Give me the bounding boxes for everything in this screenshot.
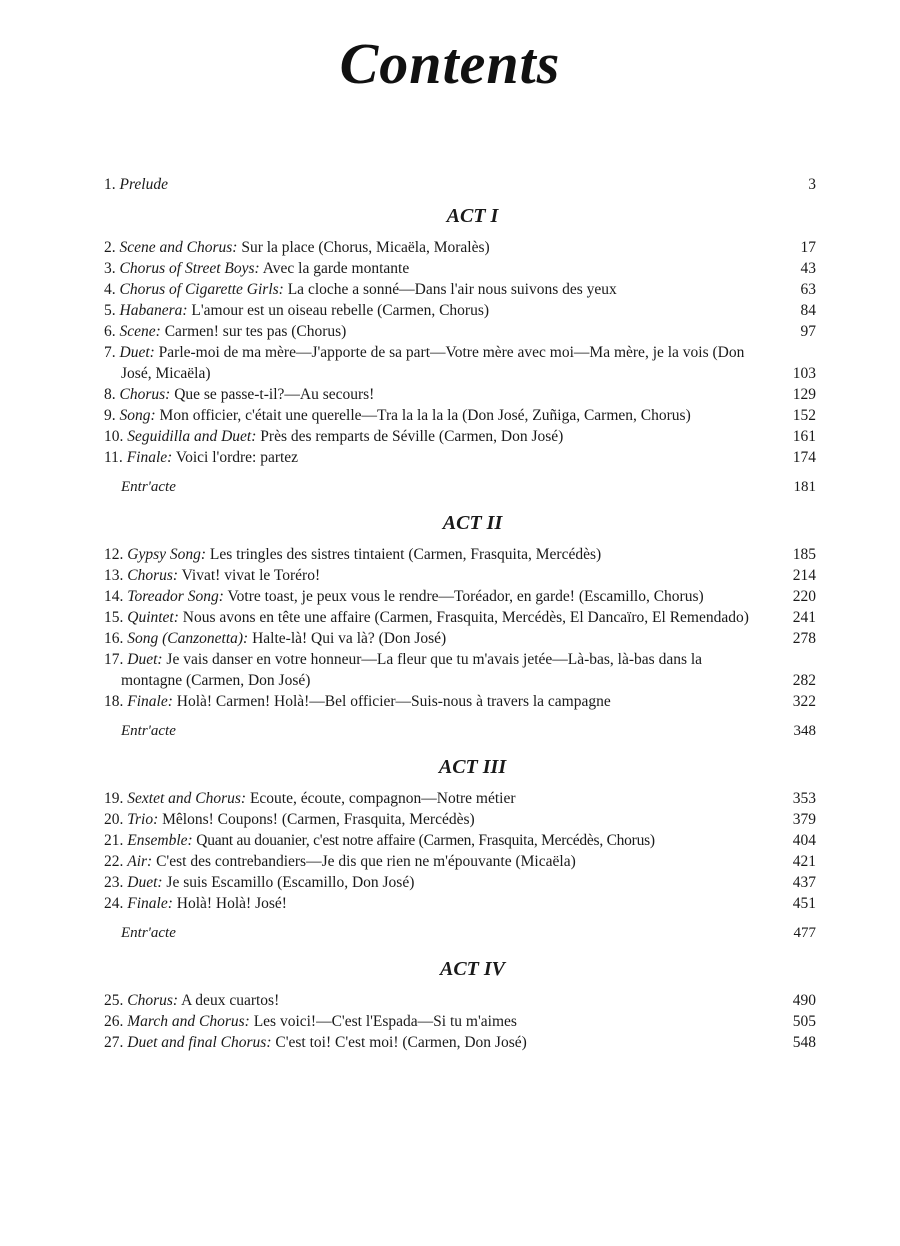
entry-label: Duet and final Chorus: <box>127 1034 272 1051</box>
entry-page-number: 185 <box>792 546 816 563</box>
entry-text: Les tringles des sistres tintaient (Carmen, Frasquita, Mercédès) <box>206 546 602 563</box>
entry-page-number: 214 <box>792 567 816 584</box>
entry-number: 12. <box>104 546 124 563</box>
toc-entry <box>104 649 816 691</box>
toc-entry <box>104 809 816 830</box>
act-heading: ACT I <box>446 205 499 227</box>
entry-text: C'est des contrebandiers—Je dis que rien ne m'épouvante (Micaëla) <box>152 853 576 870</box>
act-heading: ACT III <box>438 756 507 778</box>
entry-number: 1. <box>104 176 116 193</box>
entry-text: Votre toast, je peux vous le rendre—Toréador, en garde! (Escamillo, Chorus) <box>223 588 704 605</box>
toc-entry <box>104 691 816 712</box>
entry-label: Scene: <box>119 323 161 340</box>
toc-entry <box>104 1011 816 1032</box>
entry-label: Duet: <box>127 651 163 668</box>
entracte-entry <box>104 721 816 742</box>
table-of-contents <box>104 174 816 1053</box>
entry-number: 21. <box>104 832 124 849</box>
entry-number: 11. <box>104 449 123 466</box>
entry-page-number: 220 <box>792 588 816 605</box>
entry-text: Je vais danser en votre honneur—La fleur que tu m'avais jetée—Là-bas, là-bas dans la montagne (Carmen, Don José) <box>121 651 703 689</box>
toc-entry <box>104 565 816 586</box>
entracte-label: Entr'acte <box>121 479 176 495</box>
toc-entry <box>104 872 816 893</box>
entry-text: Halte-là! Qui va là? (Don José) <box>248 630 447 647</box>
entry-label: Quintet: <box>127 609 179 626</box>
entry-number: 20. <box>104 811 124 828</box>
entry-page-number: 379 <box>792 811 816 828</box>
entry-page-number: 282 <box>792 672 816 689</box>
entry-number: 16. <box>104 630 124 647</box>
entry-number: 10. <box>104 428 124 445</box>
entry-text: Parle-moi de ma mère—J'apporte de sa part—Votre mère avec moi—Ma mère, je la vois (Don José, Micaëla) <box>121 344 745 382</box>
toc-entry <box>104 607 816 628</box>
entry-label: Sextet and Chorus: <box>127 790 247 807</box>
entry-text: Avec la garde montante <box>259 260 410 277</box>
entry-text: C'est toi! C'est moi! (Carmen, Don José) <box>271 1034 527 1051</box>
entry-page-number: 129 <box>792 386 816 403</box>
entry-label: Chorus: <box>127 567 179 584</box>
entry-number: 8. <box>104 386 116 403</box>
entry-text: Ecoute, écoute, compagnon—Notre métier <box>246 790 516 807</box>
toc-entry <box>104 405 816 426</box>
entracte-entry <box>104 477 816 498</box>
act-entries <box>104 788 816 914</box>
entry-page-number: 181 <box>793 479 816 495</box>
entry-page-number: 348 <box>793 723 816 739</box>
entry-label: Chorus of Cigarette Girls: <box>119 281 284 298</box>
toc-entry <box>104 628 816 649</box>
act-entries <box>104 544 816 712</box>
entry-label: Chorus: <box>119 386 171 403</box>
entry-text: Vivat! vivat le Toréro! <box>178 567 321 584</box>
entry-number: 4. <box>104 281 116 298</box>
entry-label: Chorus: <box>127 992 179 1009</box>
entry-number: 5. <box>104 302 116 319</box>
entry-number: 24. <box>104 895 124 912</box>
page-title: Contents <box>339 31 561 96</box>
entry-number: 14. <box>104 588 124 605</box>
entry-page-number: 84 <box>800 302 816 319</box>
entry-page-number: 43 <box>800 260 816 277</box>
entry-number: 7. <box>104 344 116 361</box>
entry-label: Finale: <box>127 693 173 710</box>
entry-page-number: 161 <box>792 428 816 445</box>
entry-text: Mon officier, c'était une querelle—Tra la la la la (Don José, Zuñiga, Carmen, Chorus) <box>155 407 691 424</box>
entry-text: Holà! Carmen! Holà!—Bel officier—Suis-nous à travers la campagne <box>172 693 611 710</box>
entry-text: Quant au douanier, c'est notre affaire (Carmen, Frasquita, Mercédès, Chorus) <box>192 832 655 849</box>
entry-page-number: 353 <box>792 790 816 807</box>
toc-entry <box>104 426 816 447</box>
entry-page-number: 548 <box>792 1034 816 1051</box>
entry-text: Voici l'ordre: partez <box>172 449 299 466</box>
entry-label: Duet: <box>127 874 163 891</box>
entry-page-number: 278 <box>792 630 816 647</box>
entry-label: March and Chorus: <box>127 1013 250 1030</box>
entry-number: 18. <box>104 693 124 710</box>
toc-entry <box>104 447 816 468</box>
entry-text: Je suis Escamillo (Escamillo, Don José) <box>162 874 415 891</box>
entry-page-number: 17 <box>800 239 816 256</box>
entry-label: Prelude <box>119 176 168 193</box>
entry-page-number: 103 <box>792 365 816 382</box>
entry-label: Air: <box>127 853 153 870</box>
entry-page-number: 241 <box>792 609 816 626</box>
entry-page-number: 505 <box>792 1013 816 1030</box>
toc-entry <box>104 893 816 914</box>
toc-entry <box>104 586 816 607</box>
entry-text: La cloche a sonné—Dans l'air nous suivons des yeux <box>283 281 617 298</box>
toc-entry <box>104 830 816 851</box>
entry-label: Finale: <box>126 449 173 466</box>
entry-text: Carmen! sur tes pas (Chorus) <box>160 323 347 340</box>
entry-number: 15. <box>104 609 124 626</box>
entry-label: Gypsy Song: <box>127 546 207 563</box>
toc-entry <box>104 990 816 1011</box>
entry-number: 19. <box>104 790 124 807</box>
entry-text: Que se passe-t-il?—Au secours! <box>170 386 375 403</box>
entry-page-number: 97 <box>800 323 816 340</box>
entry-label: Toreador Song: <box>127 588 224 605</box>
entry-number: 9. <box>104 407 116 424</box>
entry-text: A deux cuartos! <box>178 992 280 1009</box>
toc-entry <box>104 342 816 384</box>
toc-entry <box>104 321 816 342</box>
entry-text: Près des remparts de Séville (Carmen, Don José) <box>256 428 564 445</box>
toc-entry <box>104 258 816 279</box>
entry-number: 6. <box>104 323 116 340</box>
entry-page-number: 421 <box>792 853 816 870</box>
entry-page-number: 437 <box>792 874 816 891</box>
entracte-entry <box>104 923 816 944</box>
entry-number: 25. <box>104 992 124 1009</box>
entry-page-number: 322 <box>792 693 816 710</box>
toc-entry <box>104 384 816 405</box>
entracte-label: Entr'acte <box>121 925 176 941</box>
entry-label: Scene and Chorus: <box>119 239 238 256</box>
entry-number: 22. <box>104 853 124 870</box>
toc-entry <box>104 544 816 565</box>
toc-entry <box>104 851 816 872</box>
toc-entry <box>104 788 816 809</box>
entry-page-number: 451 <box>792 895 816 912</box>
toc-entry <box>104 279 816 300</box>
entry-number: 3. <box>104 260 116 277</box>
entry-page-number: 3 <box>808 176 816 193</box>
entry-label: Ensemble: <box>127 832 193 849</box>
entry-number: 2. <box>104 239 116 256</box>
act-entries <box>104 237 816 468</box>
entry-number: 13. <box>104 567 124 584</box>
entry-number: 23. <box>104 874 124 891</box>
entry-page-number: 477 <box>793 925 816 941</box>
entry-number: 26. <box>104 1013 124 1030</box>
entracte-label: Entr'acte <box>121 723 176 739</box>
entry-label: Habanera: <box>119 302 188 319</box>
entry-label: Song: <box>119 407 156 424</box>
entry-number: 17. <box>104 651 124 668</box>
entry-label: Finale: <box>127 895 173 912</box>
entry-text: Nous avons en tête une affaire (Carmen, Frasquita, Mercédès, El Dancaïro, El Remendado) <box>178 609 749 626</box>
toc-entry <box>104 1032 816 1053</box>
entry-page-number: 174 <box>792 449 816 466</box>
entry-page-number: 152 <box>792 407 816 424</box>
entry-text: Holà! Holà! José! <box>172 895 287 912</box>
entry-page-number: 490 <box>792 992 816 1009</box>
entry-page-number: 63 <box>800 281 816 298</box>
entry-text: L'amour est un oiseau rebelle (Carmen, Chorus) <box>187 302 490 319</box>
entry-number: 27. <box>104 1034 124 1051</box>
entry-label: Duet: <box>119 344 155 361</box>
entry-label: Trio: <box>127 811 159 828</box>
entry-text: Sur la place (Chorus, Micaëla, Moralès) <box>237 239 490 256</box>
entry-label: Song (Canzonetta): <box>127 630 249 647</box>
entry-label: Seguidilla and Duet: <box>127 428 257 445</box>
toc-entry <box>104 300 816 321</box>
entry-text: Les voici!—C'est l'Espada—Si tu m'aimes <box>249 1013 517 1030</box>
entry-label: Chorus of Street Boys: <box>119 260 260 277</box>
toc-entry-prelude <box>104 174 816 195</box>
act-heading: ACT II <box>442 512 503 534</box>
entry-page-number: 404 <box>792 832 816 849</box>
act-entries <box>104 990 816 1053</box>
act-heading: ACT IV <box>439 958 506 980</box>
entry-text: Mêlons! Coupons! (Carmen, Frasquita, Mercédès) <box>158 811 475 828</box>
toc-entry <box>104 237 816 258</box>
